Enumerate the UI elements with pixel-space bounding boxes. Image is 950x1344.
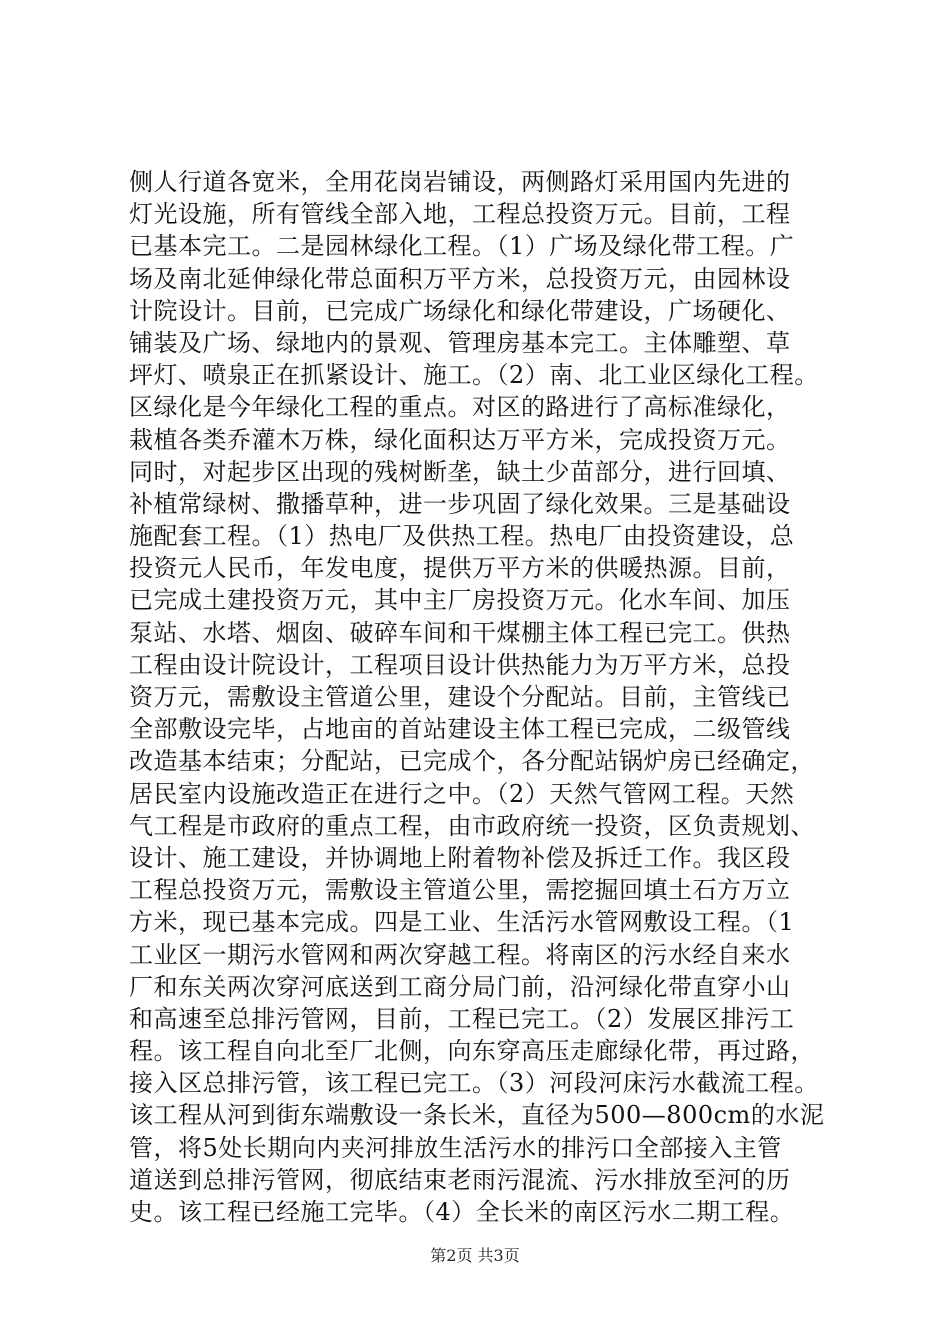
text-line: 侧人行道各宽米，全用花岗岩铺设，两侧路灯采用国内先进的 (129, 168, 791, 196)
text-line: 已基本完工。二是园林绿化工程。（1）广场及绿化带工程。广 (129, 232, 795, 261)
text-line: 工业区一期污水管网和两次穿越工程。将南区的污水经自来水 (129, 940, 791, 969)
text-line: 补植常绿树、撒播草种，进一步巩固了绿化效果。三是基础设 (129, 489, 791, 518)
text-line: 和高速至总排污管网，目前，工程已完工。（2）发展区排污工 (129, 1004, 795, 1033)
text-line: 同时，对起步区出现的残树断垄，缺土少苗部分，进行回填、 (129, 457, 791, 486)
text-line: 坪灯、喷泉正在抓紧设计、施工。（2）南、北工业区绿化工程。 (129, 361, 819, 390)
text-line: 已完成土建投资万元，其中主厂房投资万元。化水车间、加压 (129, 586, 791, 615)
text-line: 程。该工程自向北至厂北侧，向东穿高压走廊绿化带，再过路， (129, 1037, 815, 1066)
text-line: 改造基本结束；分配站，已完成个，各分配站锅炉房已经确定， (129, 747, 815, 776)
text-line: 设计、施工建设，并协调地上附着物补偿及拆迁工作。我区段 (129, 843, 791, 872)
text-line: 厂和东关两次穿河底送到工商分局门前，沿河绿化带直穿小山 (129, 972, 791, 1001)
text-line: 施配套工程。（1）热电厂及供热工程。热电厂由投资建设，总 (129, 522, 795, 551)
text-line: 工程总投资万元，需敷设主管道公里，需挖掘回填土石方万立 (129, 876, 791, 905)
text-line: 场及南北延伸绿化带总面积万平方米，总投资万元，由园林设 (129, 264, 791, 293)
text-line: 栽植各类乔灌木万株，绿化面积达万平方米，完成投资万元。 (129, 425, 791, 454)
text-line: 投资元人民币，年发电度，提供万平方米的供暖热源。目前， (129, 554, 791, 583)
text-line: 灯光设施，所有管线全部入地，工程总投资万元。目前，工程 (129, 200, 791, 229)
text-line: 该工程从河到街东端敷设一条长米，直径为500—800cm的水泥 (129, 1101, 825, 1130)
text-line: 居民室内设施改造正在进行之中。（2）天然气管网工程。天然 (129, 779, 795, 808)
text-line: 工程由设计院设计，工程项目设计供热能力为万平方米，总投 (129, 650, 791, 679)
text-line: 泵站、水塔、烟囱、破碎车间和干煤棚主体工程已完工。供热 (129, 618, 791, 647)
text-line: 全部敷设完毕，占地亩的首站建设主体工程已完成，二级管线 (129, 715, 791, 744)
text-line: 史。该工程已经施工完毕。（4）全长米的南区污水二期工程。 (129, 1198, 795, 1226)
text-line: 计院设计。目前，已完成广场绿化和绿化带建设，广场硬化、 (129, 296, 791, 325)
text-line: 资万元，需敷设主管道公里，建设个分配站。目前，主管线已 (129, 683, 791, 711)
text-line: 管，将5处长期向内夹河排放生活污水的排污口全部接入主管 (129, 1133, 782, 1162)
text-line: 方米，现已基本完成。四是工业、生活污水管网敷设工程。（1 (129, 908, 795, 937)
text-line: 区绿化是今年绿化工程的重点。对区的路进行了高标准绿化， (129, 393, 791, 422)
text-line: 道送到总排污管网，彻底结束老雨污混流、污水排放至河的历 (129, 1165, 791, 1194)
text-line: 接入区总排污管，该工程已完工。（3）河段河床污水截流工程。 (129, 1069, 819, 1098)
page-footer: 第2页 共3页 (430, 1246, 520, 1265)
body-text (129, 166, 849, 1228)
text-line: 气工程是市政府的重点工程，由市政府统一投资，区负责规划、 (129, 811, 815, 840)
text-line: 铺装及广场、绿地内的景观、管理房基本完工。主体雕塑、草 (129, 328, 791, 357)
